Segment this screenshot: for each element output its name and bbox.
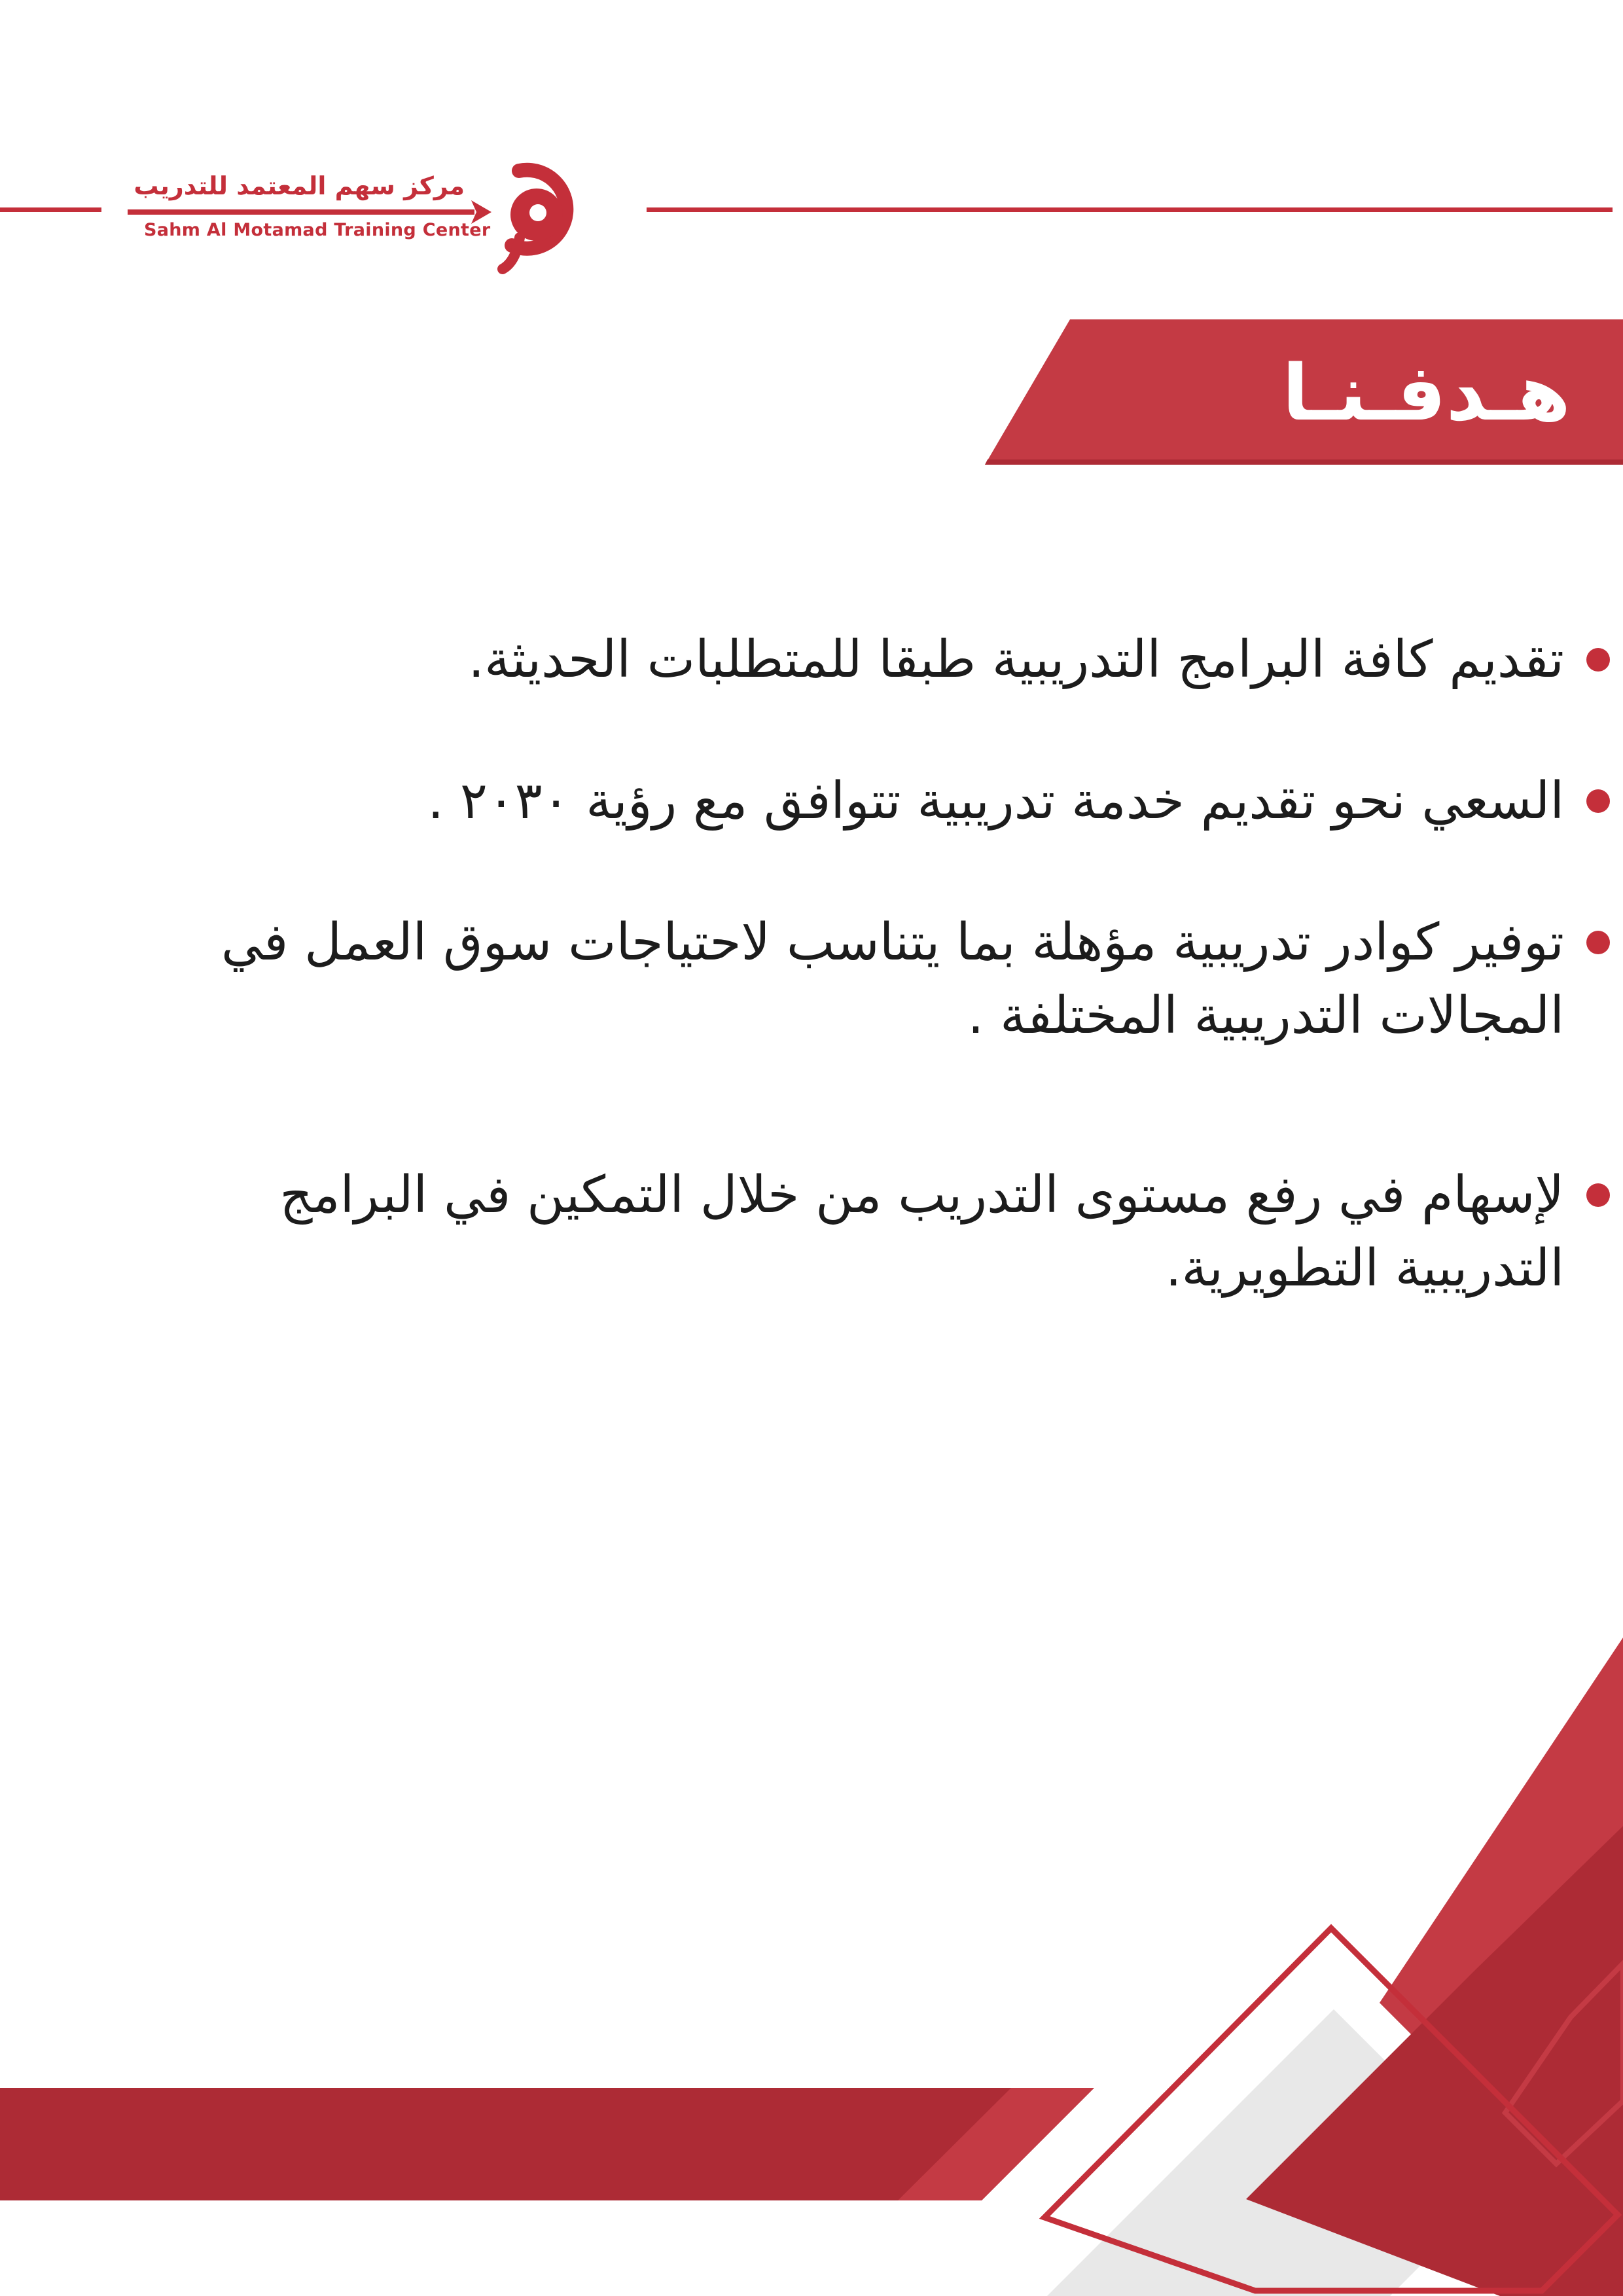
logo-name-arabic: مركز سهم المعتمد للتدريب: [134, 171, 465, 200]
page-title: هـدفـنـا: [1282, 348, 1571, 438]
bullet-icon: [1586, 648, 1610, 672]
header-rule-right: [647, 207, 1613, 212]
logo-name-english: Sahm Al Motamad Training Center: [144, 220, 491, 240]
bullet-icon: [1586, 931, 1610, 954]
bullet-icon: [1586, 1183, 1610, 1207]
goal-text: السعي نحو تقديم خدمة تدريبية تتوافق مع رؤية ٢٠٣٠ .: [427, 772, 1564, 831]
goal-text: لإسهام في رفع مستوى التدريب من خلال التمكين في البرامج التدريبية التطويرية.: [279, 1166, 1564, 1298]
header-rule-left: [0, 207, 101, 212]
footer-decoration: [0, 1623, 1623, 2296]
goal-text: توفير كوادر تدريبية مؤهلة بما يتناسب لاحتياجات سوق العمل في المجالات التدريبية المختلفة .: [221, 913, 1564, 1045]
logo-emblem-icon: [490, 147, 594, 278]
bullet-icon: [1586, 789, 1610, 813]
goal-text: تقديم كافة البرامج التدريبية طبقا للمتطلبات الحديثة.: [468, 630, 1564, 689]
